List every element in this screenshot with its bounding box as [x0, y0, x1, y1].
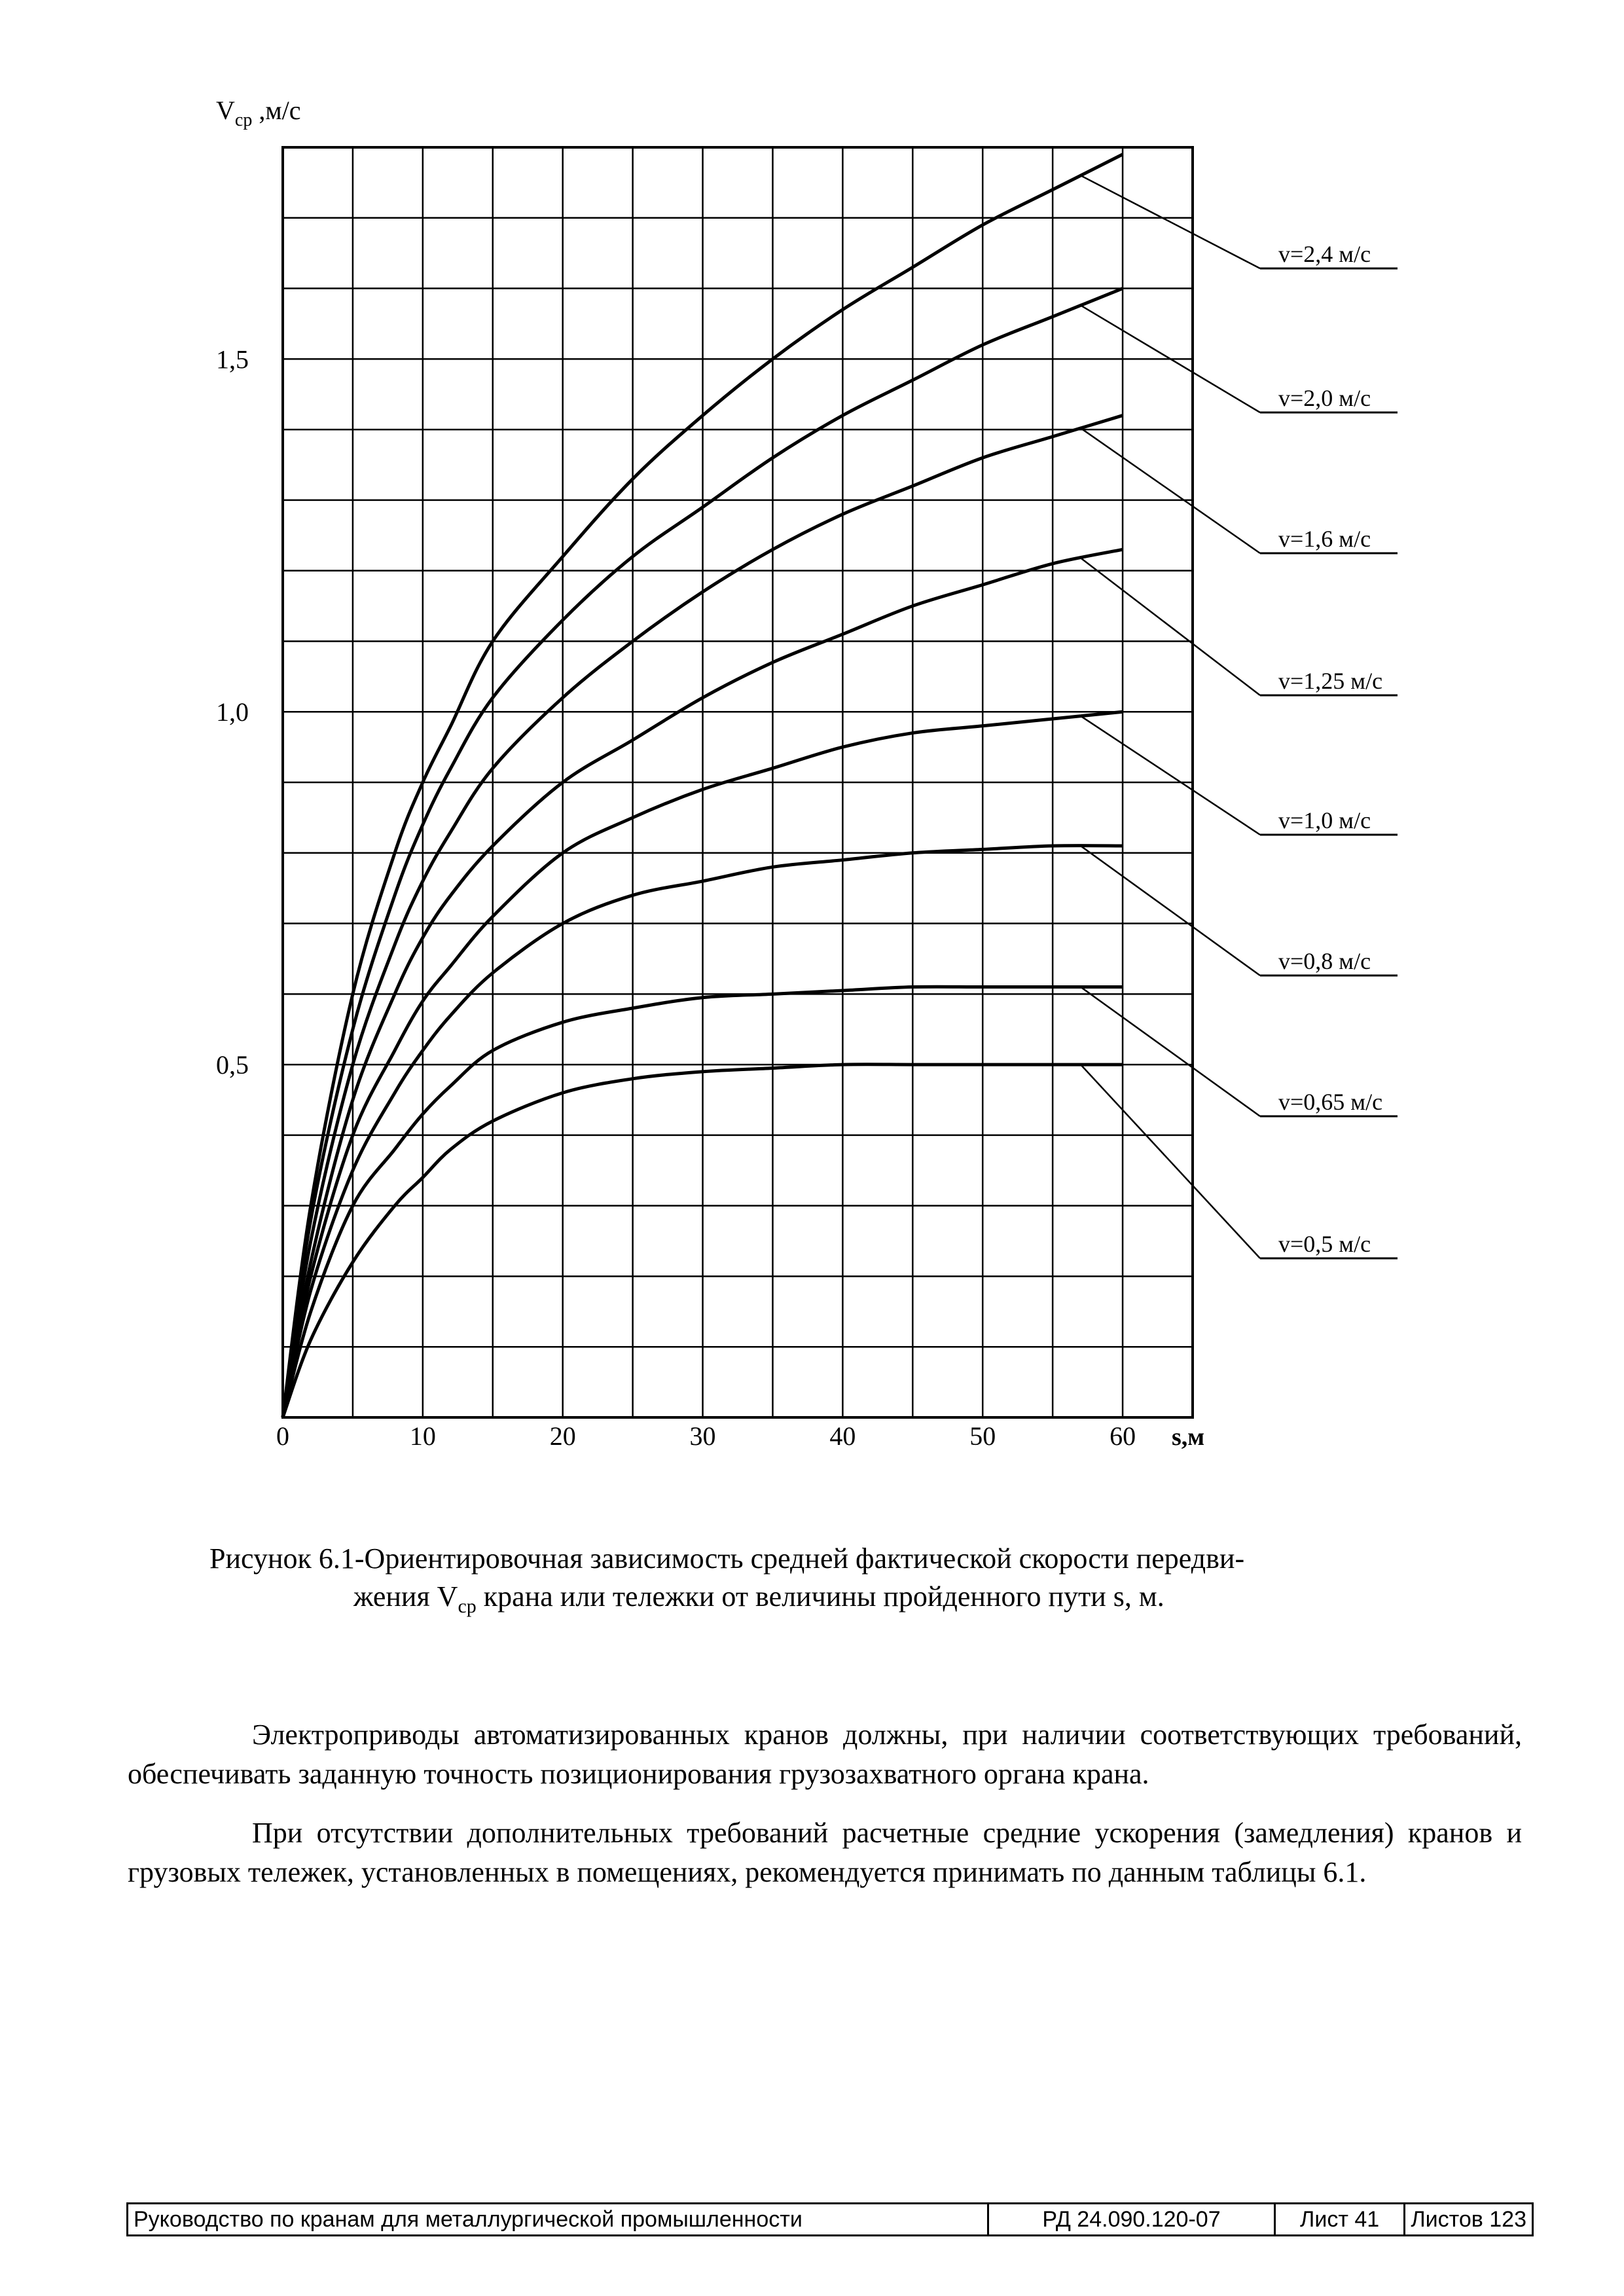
chart-leaders — [1081, 175, 1398, 1258]
x-tick-label: 50 — [969, 1421, 996, 1451]
series-label: v=0,5 м/с — [1278, 1231, 1371, 1257]
paragraph-accelerations: При отсутствии дополнительных требований расчетные средние ускорения (замедления) кранов и грузовых тележек, установленных в помещениях, рекомендуется принимать по данным таблицы 6.1. — [128, 1817, 1522, 1888]
x-tick-label: 20 — [549, 1421, 576, 1451]
leader-line — [1081, 716, 1260, 835]
footer-document-title: Руководство по кранам для металлургической промышленности — [128, 2204, 989, 2234]
x-tick-labels — [276, 1421, 1136, 1451]
series-label: v=0,8 м/с — [1278, 948, 1371, 974]
title-block — [126, 2202, 1534, 2236]
y-tick-label: 0,5 — [216, 1050, 249, 1080]
footer-sheet-total: Листов 123 — [1411, 2206, 1526, 2232]
caption-line-1: Рисунок 6.1-Ориентировочная зависимость средней фактической скорости передви- — [209, 1542, 1245, 1575]
x-tick-label: 30 — [689, 1421, 716, 1451]
leader-line — [1081, 558, 1260, 695]
leader-line — [1081, 1065, 1260, 1258]
chart-grid — [283, 147, 1193, 1417]
x-tick-label: 60 — [1110, 1421, 1136, 1451]
caption-line-2: жения $V_{ср}$ крана или тележки от величины пройденного пути s, м. — [353, 1580, 1164, 1617]
footer-sheet-number: Лист 41 — [1276, 2204, 1405, 2234]
series-label: v=2,0 м/с — [1278, 385, 1371, 411]
x-axis-label: s,м — [1172, 1423, 1205, 1451]
series-label: v=2,4 м/с — [1278, 241, 1371, 267]
series-label: v=0,65 м/с — [1278, 1089, 1383, 1115]
leader-line — [1081, 428, 1260, 553]
leader-line — [1081, 175, 1260, 268]
x-tick-label: 0 — [276, 1421, 289, 1451]
x-tick-label: 10 — [409, 1421, 436, 1451]
y-tick-labels — [216, 344, 249, 1080]
y-tick-label: 1,0 — [216, 697, 249, 727]
series-label: v=1,0 м/с — [1278, 807, 1371, 833]
series-label: v=1,6 м/с — [1278, 526, 1371, 552]
footer-document-code: РД 24.090.120-07 — [989, 2204, 1276, 2234]
series-label: v=1,25 м/с — [1278, 668, 1383, 694]
paragraph-electric-drives: Электроприводы автоматизированных кранов должны, при наличии соответствующих требований, обеспечивать заданную точность позиционирования грузозахватного органа крана. — [128, 1719, 1522, 1790]
leader-line — [1081, 846, 1260, 975]
figure-caption — [196, 1540, 1440, 1626]
x-tick-label: 40 — [829, 1421, 856, 1451]
leader-line — [1081, 987, 1260, 1116]
y-axis-label: $V_{ср}$ ,м/с — [216, 96, 301, 130]
y-tick-label: 1,5 — [216, 344, 249, 374]
